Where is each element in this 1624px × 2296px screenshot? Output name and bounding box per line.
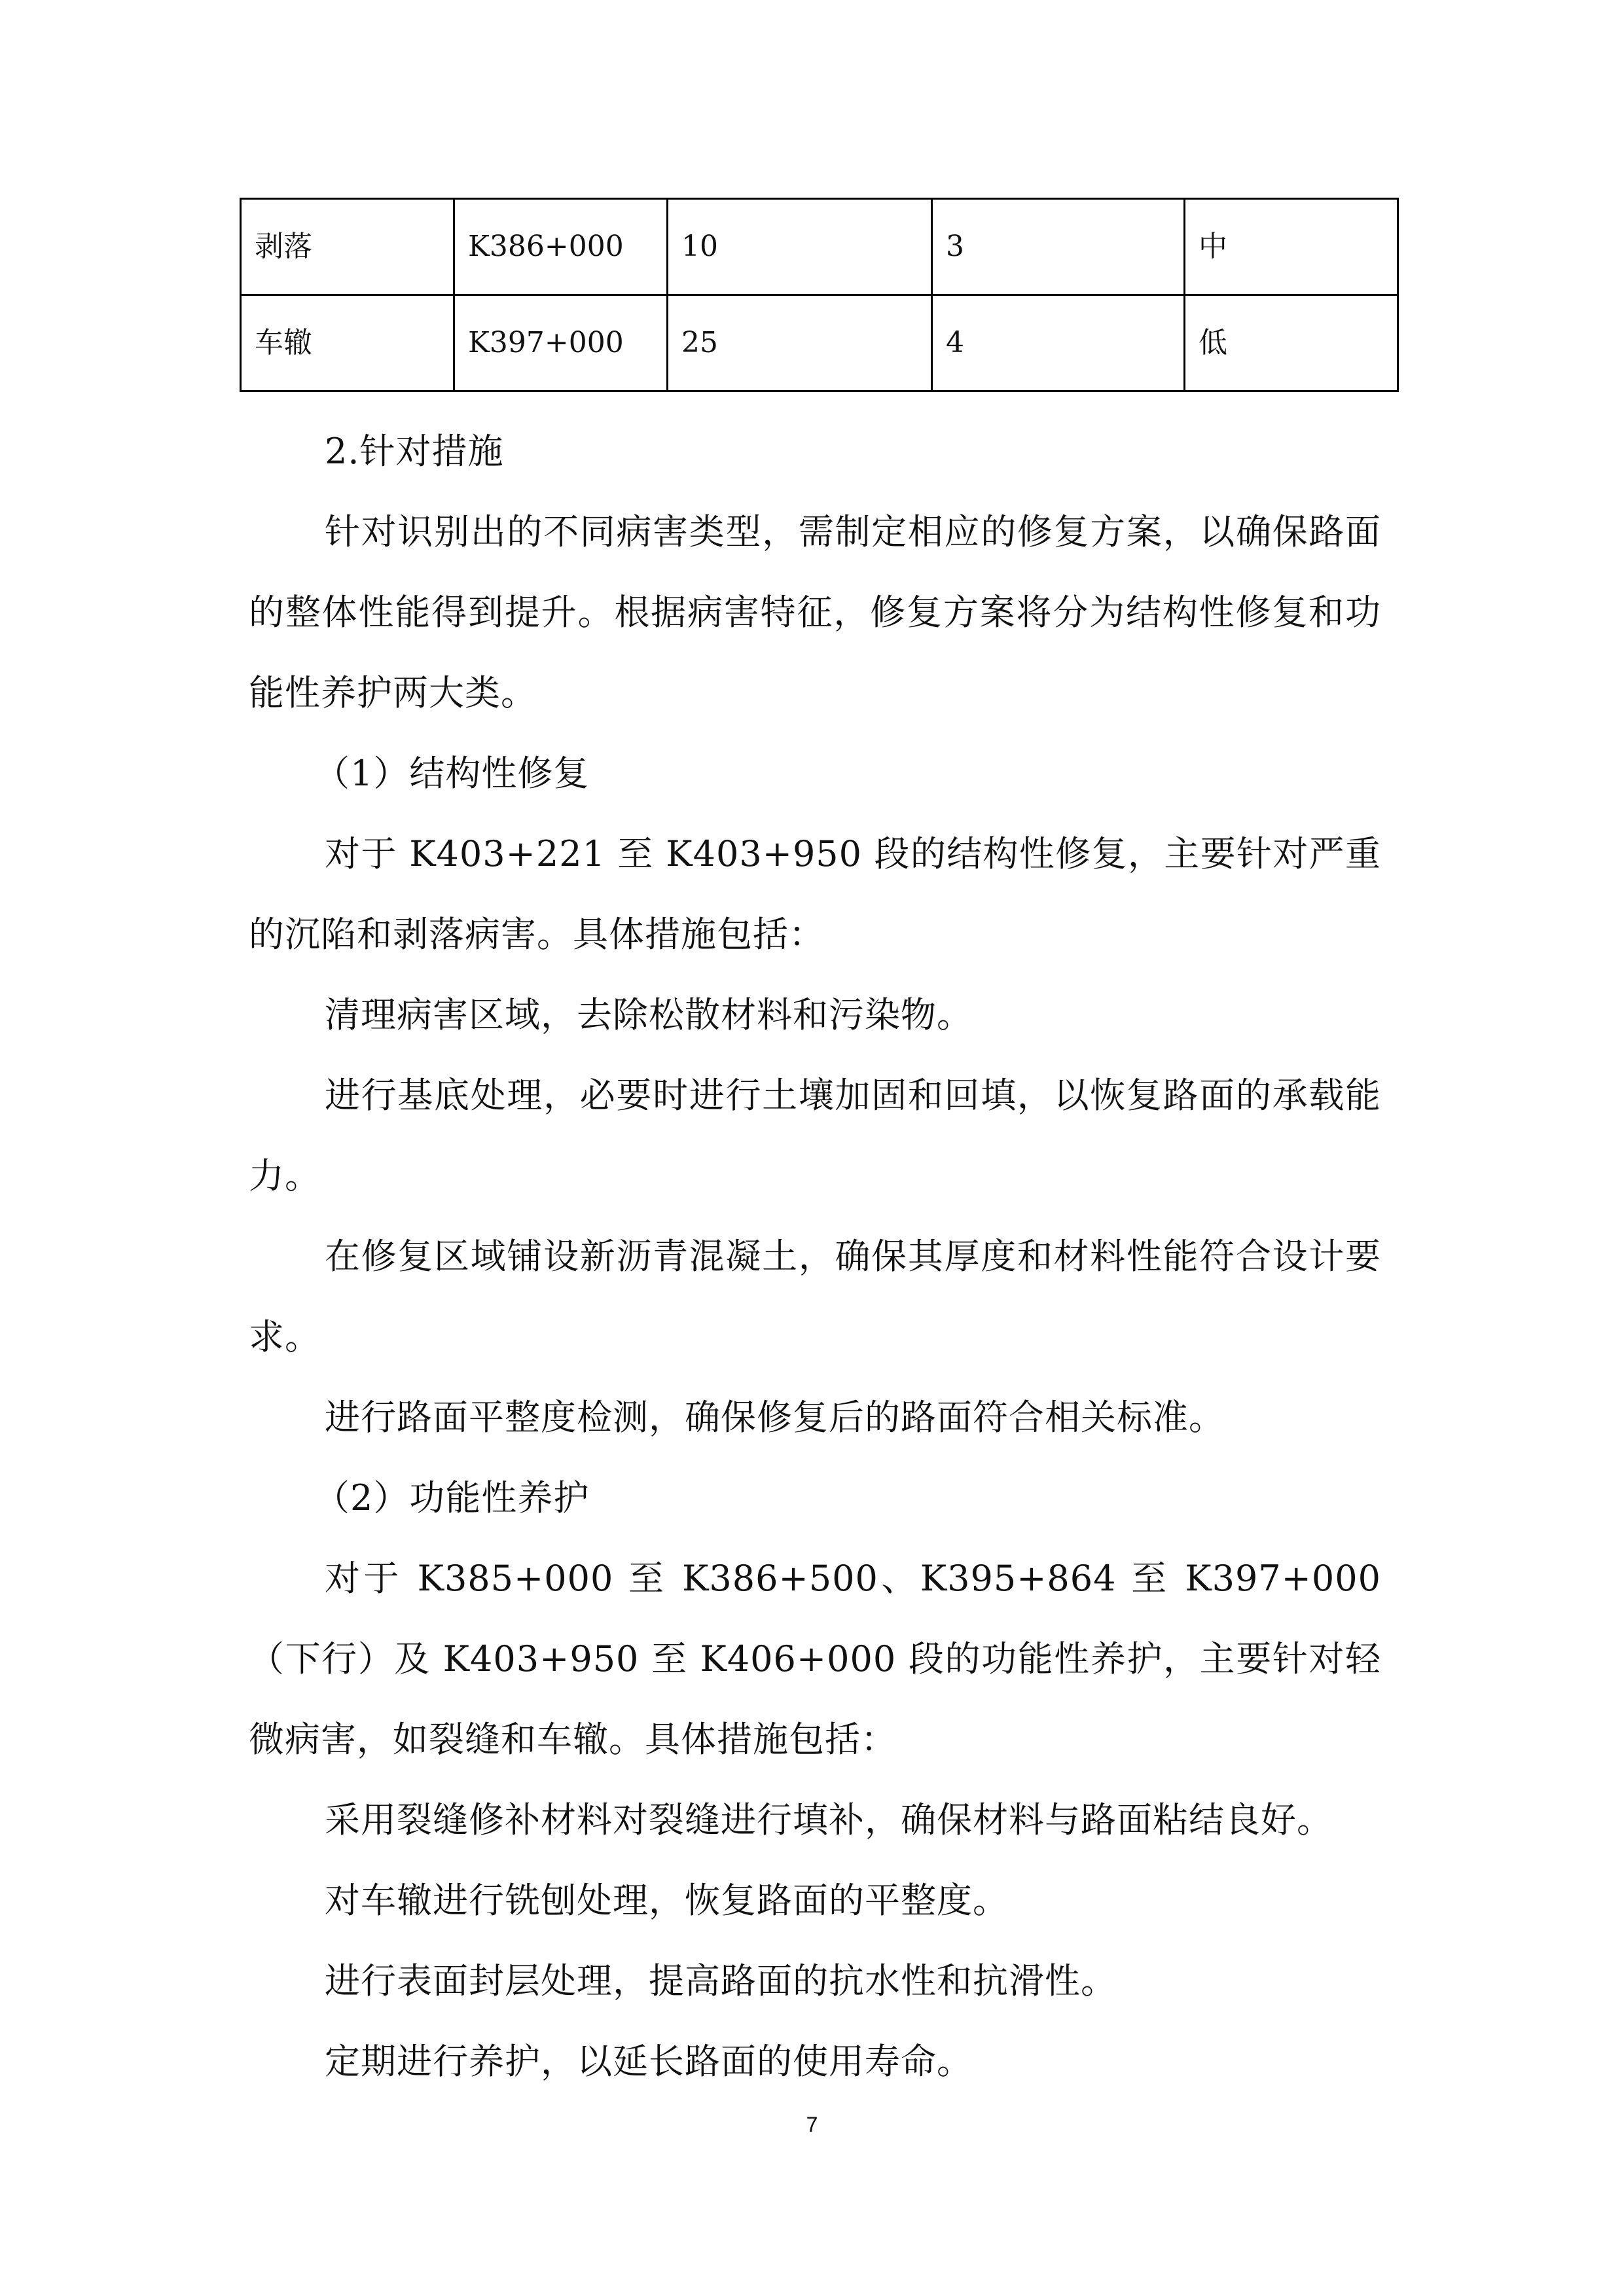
table-row (241, 199, 1398, 295)
functional-step: 对车辙进行铣刨处理，恢复路面的平整度。 (325, 1880, 1009, 1921)
structural-intro-paragraph: 对于 K403+221 至 K403+950 段的结构性修复，主要针对严重的沉陷和剥落病害。具体措施包括： (249, 833, 1381, 955)
defect-table (240, 198, 1399, 392)
intro-paragraph: 针对识别出的不同病害类型，需制定相应的修复方案，以确保路面的整体性能得到提升。根据病害特征，修复方案将分为结构性修复和功能性养护两大类。 (249, 511, 1381, 713)
functional-step: 进行表面封层处理，提高路面的抗水性和抗滑性。 (325, 1960, 1117, 2001)
structural-step: 在修复区域铺设新沥青混凝土，确保其厚度和材料性能符合设计要求。 (249, 1236, 1381, 1357)
table-cell-location: K386+000 (454, 199, 668, 295)
structural-step: 清理病害区域，去除松散材料和污染物。 (325, 994, 973, 1035)
body-text (249, 411, 1381, 2102)
functional-step: 定期进行养护，以延长路面的使用寿命。 (325, 2041, 973, 2082)
functional-heading: （2）功能性养护 (314, 1477, 590, 1518)
table-cell-value: 10 (668, 199, 932, 295)
page-number: 7 (806, 2113, 818, 2136)
table-cell-location: K397+000 (454, 295, 668, 391)
structural-step: 进行基底处理，必要时进行土壤加固和回填，以恢复路面的承载能力。 (249, 1075, 1381, 1196)
table-cell-severity: 低 (1185, 295, 1398, 391)
section-heading: 2.针对措施 (325, 431, 504, 472)
table-cell-value: 4 (932, 295, 1185, 391)
functional-step: 采用裂缝修补材料对裂缝进行填补，确保材料与路面粘结良好。 (325, 1799, 1333, 1840)
structural-heading: （1）结构性修复 (314, 753, 590, 794)
table-cell-defect-type: 车辙 (241, 295, 454, 391)
table-cell-defect-type: 剥落 (241, 199, 454, 295)
table-row (241, 295, 1398, 391)
structural-step: 进行路面平整度检测，确保修复后的路面符合相关标准。 (325, 1397, 1225, 1438)
table-cell-value: 3 (932, 199, 1185, 295)
functional-intro-paragraph: 对于 K385+000 至 K386+500、K395+864 至 K397+000（下行）及 K403+950 至 K406+000 段的功能性养护，主要针对轻微病害，如裂缝和车辙。具体措施包括： (249, 1558, 1381, 1760)
table-cell-severity: 中 (1185, 199, 1398, 295)
table-cell-value: 25 (668, 295, 932, 391)
